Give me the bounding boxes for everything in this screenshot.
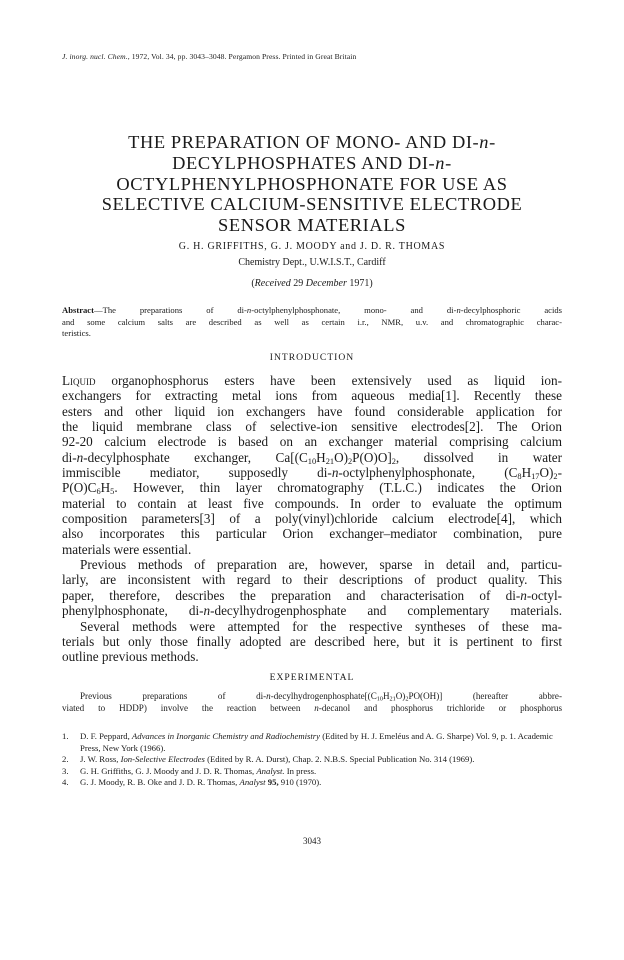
title-line: SELECTIVE CALCIUM-SENSITIVE ELECTRODE <box>101 194 523 215</box>
reference-item: 3. G. H. Griffiths, G. J. Moody and J. D. R. Thomas, Analyst. In press. <box>62 765 317 776</box>
reference-number: 2. <box>62 754 69 765</box>
body-line: immiscible mediator, supposedly di-n-octylphenylphosphonate, $(C_8H_{17}O)_2-$ <box>62 465 562 482</box>
body-line: $P(O)C_6H_5$. However, thin layer chromatography (T.L.C.) indicates the Orion <box>62 480 562 497</box>
body-line: viated to HDDP) involve the reaction between n-decanol and phosphorus trichloride or phosphorus <box>62 703 562 714</box>
body-line: also incorporates this particular Orion exchanger–mediator combination, pure <box>62 526 562 542</box>
affiliation: Chemistry Dept., U.W.I.S.T., Cardiff <box>238 257 386 268</box>
body-line: esters and other liquid ion exchangers have found considerable application for <box>62 403 562 419</box>
body-line: the liquid membrane class of selective-ion sensitive electrodes[2]. The Orion <box>62 419 562 435</box>
reference-number: 1. <box>62 731 69 741</box>
body-line: Several methods were attempted for the respective syntheses of these ma- <box>80 618 562 634</box>
journal-citation: 1972, Vol. 34, pp. 3043–3048. Pergamon Press. Printed in Great Britain <box>129 52 357 61</box>
reference-list <box>62 731 562 789</box>
body-line: outline previous methods. <box>62 649 199 665</box>
received-date: (Received 29 December 1971) <box>251 278 373 289</box>
body-line: terials but only those finally adopted are described here, but it is pertinent to first <box>62 633 562 649</box>
reference-item: 1. D. F. Peppard, Advances in Inorganic Chemistry and Radiochemistry (Edited by H. J. Emeléus and A. G. Sharpe) Vol. 9, p. 1. Academic Press, New York (1966). <box>62 731 553 753</box>
reference-item: 2. J. W. Ross, Ion-Selective Electrodes (Edited by R. A. Durst), Chap. 2. N.B.S. Special Publication No. 314 (1969). <box>62 754 475 765</box>
title-line: OCTYLPHENYLPHOSPHONATE FOR USE AS <box>116 173 508 194</box>
abstract-line: teristics. <box>62 328 91 339</box>
abstract-line: Abstract—The preparations of di-n-octylphenylphosphonate, mono- and di-n-decylphosphoric acids <box>62 305 562 315</box>
article-title <box>40 132 584 236</box>
title-line: SENSOR MATERIALS <box>218 215 406 236</box>
reference-item: 4. G. J. Moody, R. B. Oke and J. D. R. Thomas, Analyst 95, 910 (1970). <box>62 777 322 788</box>
reference-number: 3. <box>62 765 69 776</box>
body-line: materials were essential. <box>62 541 192 557</box>
body-line: paper, therefore, describes the preparation and characterisation of di-n-octyl- <box>62 587 562 603</box>
abstract <box>62 305 562 340</box>
body-line: 92-20 calcium electrode is based on an exchanger material comprising calcium <box>62 434 562 450</box>
abstract-label: Abstract <box>62 305 94 315</box>
journal-name: J. inorg. nucl. Chem., <box>62 52 130 61</box>
author-list: G. H. GRIFFITHS, G. J. MOODY and J. D. R. THOMAS <box>178 241 446 252</box>
body-line: phenylphosphonate, di-n-decylhydrogenphosphate and complementary materials. <box>62 603 563 619</box>
introduction-heading: INTRODUCTION <box>269 352 355 363</box>
running-header <box>62 52 562 61</box>
title-line: THE PREPARATION OF MONO- AND DI-n- <box>128 132 496 152</box>
title-line: DECYLPHOSPHATES AND DI-n- <box>172 152 452 173</box>
reference-number: 4. <box>62 777 69 788</box>
body-line: Previous preparations of $di-n-decylhydrogenphosphate[(C_{10}H_{21}O)_2PO(OH)]$ (hereafter abbre- <box>80 691 562 703</box>
abstract-line: and some calcium salts are described as well as certain i.r., NMR, u.v. and chromatographic charac- <box>62 316 562 327</box>
body-line: material to contain at least five compounds. In order to evaluate the optimum <box>62 495 562 511</box>
body-line: Liquid organophosphorus esters have been extensively used as liquid ion- <box>62 373 562 388</box>
body-line: larly, are inconsistent with regard to their descriptions of product quality. This <box>62 572 562 588</box>
introduction-body <box>62 373 562 665</box>
body-line: composition parameters[3] of a poly(vinyl)chloride calcium electrode[4], which <box>62 511 562 527</box>
page-number: 3043 <box>303 836 321 846</box>
experimental-heading: EXPERIMENTAL <box>269 672 355 683</box>
experimental-body <box>62 690 562 715</box>
body-line: Previous methods of preparation are, however, sparse in detail and, particu- <box>80 557 562 573</box>
body-line: exchangers for extracting metal ions from aqueous media[1]. Recently these <box>62 388 562 404</box>
body-line: di-n-decylphosphate exchanger, $Ca[(C_{10}H_{21}O)_2P(O)O]_2$, dissolved in water <box>62 449 562 466</box>
